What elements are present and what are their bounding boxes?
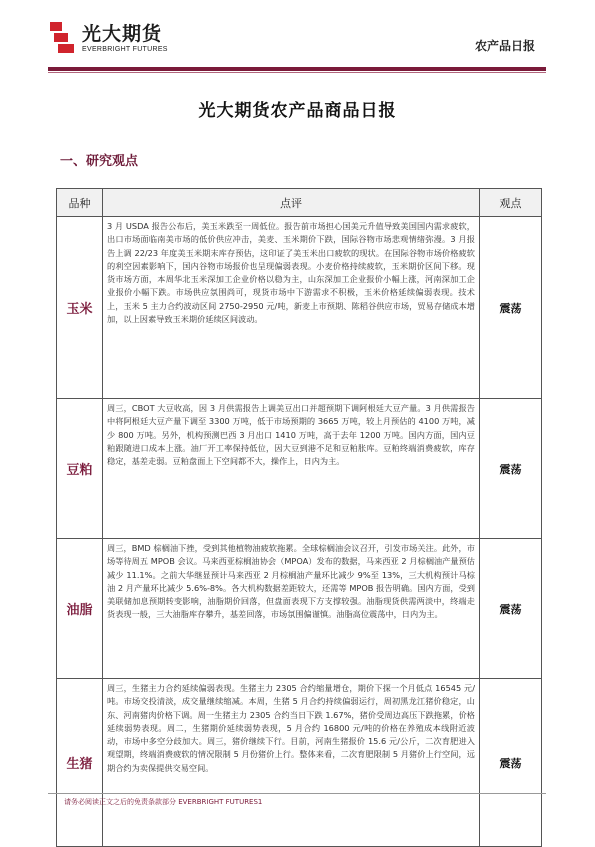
view-cell: 震荡 — [480, 399, 542, 539]
header-divider-thin — [48, 72, 546, 73]
logo-name-cn: 光大期货 — [82, 22, 163, 45]
header-comment: 点评 — [103, 189, 480, 217]
footer-divider — [48, 793, 546, 794]
header-view: 观点 — [480, 189, 542, 217]
research-view-table — [56, 188, 542, 847]
header-variety: 品种 — [57, 189, 103, 217]
section-heading: 一、研究观点 — [60, 154, 139, 169]
view-cell: 震荡 — [480, 679, 542, 847]
variety-cell: 油脂 — [57, 539, 103, 679]
comment-cell: 周三，生猪主力合约延续偏弱表现。生猪主力 2305 合约缩量增仓，期价下探一个月低点 16545 元/吨。市场交投清淡，成交量继续缩减。本周，生猪 5 月合约持续偏弱运行，周初黑龙江猪价稳定，山东、河南猪肉价格下调。周一生猪主力 2305 合约当日下跌 1.67%，猪价受周边高压下跌拖累，价格延续弱势表现。周二，生猪期价延续弱势表现，5 月合约 16800 元/吨的价格在养殖成本线附近波动，市场中多空分歧加大。周三，猪价继续下行。目前，河南生猪报价 15.6 元/公斤，二次育肥进入观望期，终端消费疲软的情况限制 5 月份猪价上行。整体来看，二次育肥限制 5 月猪价上行空间，远期合约为卖保提供交易空间。 — [103, 679, 480, 847]
header-divider — [48, 67, 546, 71]
footer-disclaimer: 请务必阅读正文之后的免责条款部分 EVERBRIGHT FUTURES1 — [64, 798, 263, 806]
variety-cell: 玉米 — [57, 217, 103, 399]
comment-cell: 3 月 USDA 报告公布后，美玉米跌至一周低位。报告前市场担心国美元升值导致美国国内需求疲软，出口市场面临南美市场的低价供应冲击，美麦、玉米期价下跌，国际谷物市场悲观情绪弥漫。3 月报告上调 22/23 年度美玉米期末库存预估，这印证了美玉米出口疲软的现状。在国际谷物市场价格疲软的利空因素影响下，国内谷物市场报价也呈现偏弱表现。小麦价格持续疲软，玉米期价区间下移。现货市场方面，本周华北玉米深加工企业价格以稳为主，山东深加工企业报价小幅上涨，河南深加工企业报价小幅下跌。市场供应氛围尚可，现货市场中下游需求不积极，玉米价格延续偏弱表现。技术上，玉米 5 主力合约波动区间 2750-2950 元/吨，新麦上市预期、陈稻谷供应市场，贸易存储成本增加，以上因素导致玉米期价延续区间波动。 — [103, 217, 480, 399]
report-type: 农产品日报 — [474, 39, 535, 53]
page-title: 光大期货农产品商品日报 — [198, 101, 397, 121]
table-header-row — [57, 189, 542, 217]
comment-cell: 周三，BMD 棕榈油下挫，受到其他植物油疲软拖累。全球棕榈油会议召开，引发市场关注。此外，市场等待周五 MPOB 会议。马来西亚棕榈油协会（MPOA）发布的数据，马来西亚 2 月棕榈油产量预估减少 11.1%。之前大华继显预计马来西亚 2 月棕榈油产量环比减少 9%至 13%，三大机构预计马棕油 2 月产量环比减少 5.6%-8%。各大机构数据差距较大，还需等 MPOB 报告明确。国内方面，受到美联储加息预期转变影响，油脂期价回落，但盘面表现下方支撑较强。油脂现货供需两淡中，终端走货表现一般，三大油脂库存攀升，基差回落，市场氛围偏谨慎。油脂高位震荡中，日内为主。 — [103, 539, 480, 679]
view-cell: 震荡 — [480, 217, 542, 399]
page-header — [0, 0, 595, 75]
view-cell: 震荡 — [480, 539, 542, 679]
table-row — [57, 679, 542, 847]
company-logo — [50, 22, 168, 54]
table-row — [57, 399, 542, 539]
table-row — [57, 217, 542, 399]
table-row — [57, 539, 542, 679]
logo-name-en: EVERBRIGHT FUTURES — [82, 45, 168, 53]
logo-mark-icon — [50, 22, 76, 54]
variety-cell: 豆粕 — [57, 399, 103, 539]
variety-cell: 生猪 — [57, 679, 103, 847]
comment-cell: 周三，CBOT 大豆收高，因 3 月供需报告上调美豆出口并超预期下调阿根廷大豆产量。3 月供需报告中将阿根廷大豆产量下调至 3300 万吨，低于市场预期的 3665 万吨，较上月预估的 4100 万吨，减少 800 万吨。另外，机构预测巴西 3 月出口 1410 万吨，高于去年 1200 万吨。国内方面，国内豆粕跟随进口成本上涨。油厂开工率保持低位，因大豆到港不足和豆粕胀库。豆粕终端消费疲软，库存稳定，基差走弱。豆粕盘面上下空间都不大，操作上，日内为主。 — [103, 399, 480, 539]
